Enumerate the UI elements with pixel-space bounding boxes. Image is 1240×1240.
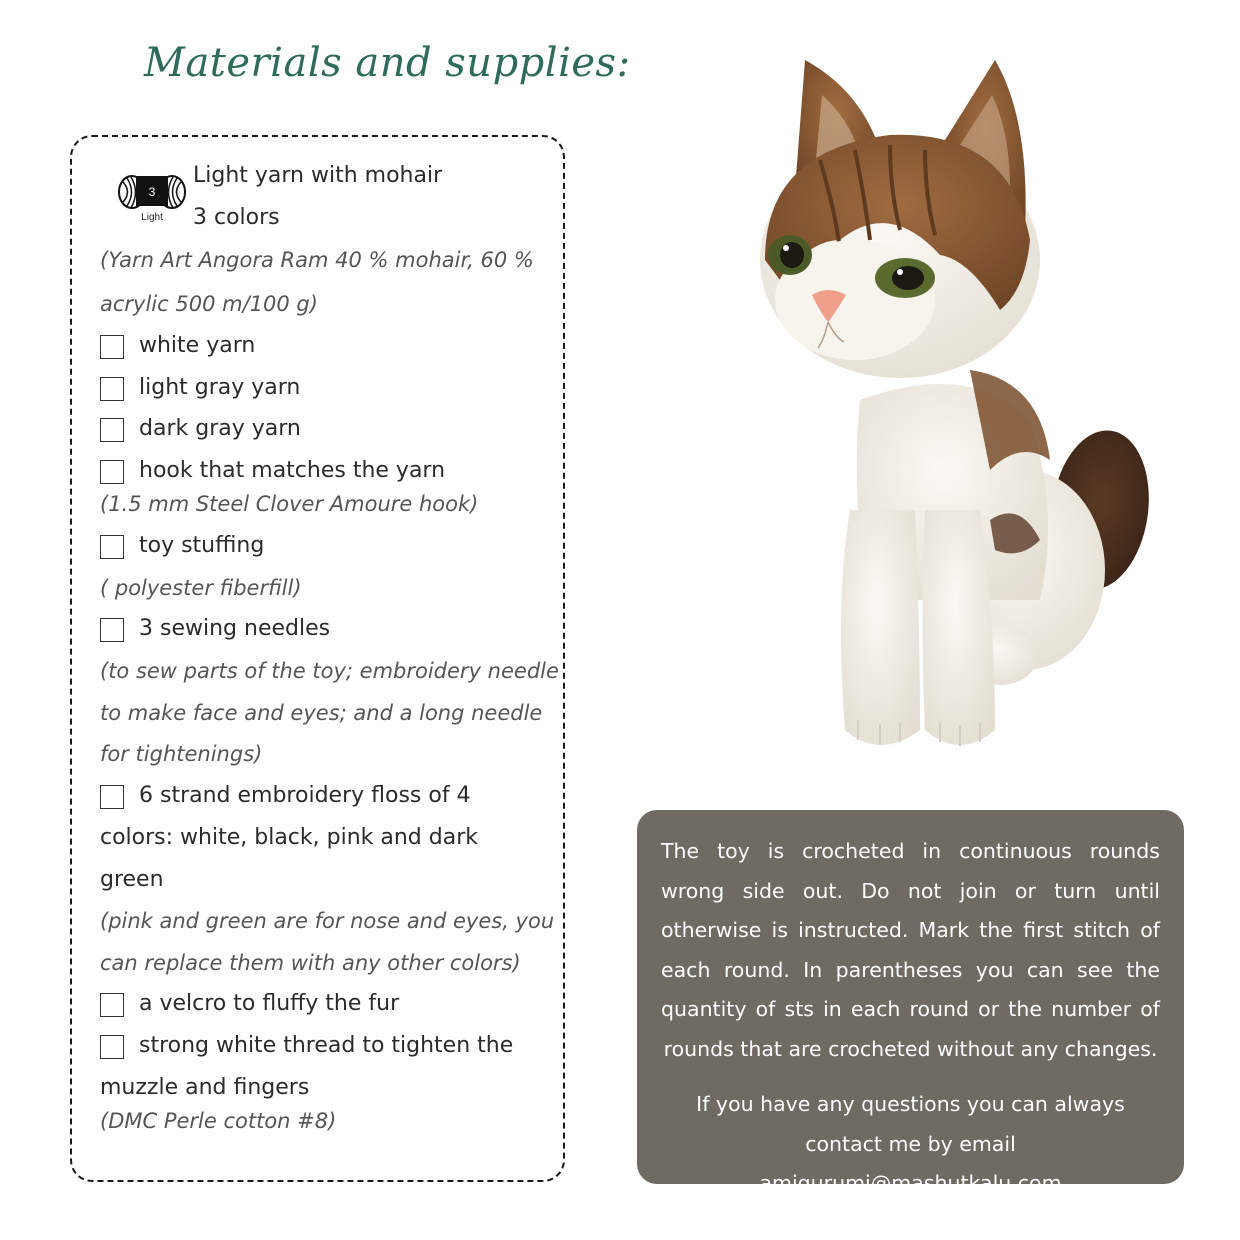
thread-checkbox[interactable] xyxy=(100,1035,124,1059)
yarn-skein-icon xyxy=(118,170,186,226)
white-yarn-checkbox[interactable] xyxy=(100,335,124,359)
floss-note-line-2: can replace them with any other colors) xyxy=(100,951,521,975)
floss-label-line-3: green xyxy=(100,867,164,892)
yarn-weight-number: 3 xyxy=(148,185,156,199)
floss-label-line-2: colors: white, black, pink and dark xyxy=(100,825,478,850)
page-title: Materials and supplies: xyxy=(144,40,631,86)
thread-label-line-2: muzzle and fingers xyxy=(100,1075,310,1100)
yarn-note-line-2: acrylic 500 m/100 g) xyxy=(100,292,318,316)
needles-note-line-3: for tightenings) xyxy=(100,742,263,766)
dark-gray-yarn-label: dark gray yarn xyxy=(139,416,301,441)
yarn-type: Light yarn with mohair xyxy=(193,163,443,188)
white-yarn-label: white yarn xyxy=(139,333,256,358)
needles-note-line-2: to make face and eyes; and a long needle xyxy=(100,701,543,725)
stuffing-label: toy stuffing xyxy=(139,533,265,558)
velcro-checkbox[interactable] xyxy=(100,993,124,1017)
yarn-weight-label: Light xyxy=(141,212,163,223)
yarn-note-line-1: (Yarn Art Angora Ram 40 % mohair, 60 % xyxy=(100,248,534,272)
floss-checkbox[interactable] xyxy=(100,785,124,809)
contact-paragraph: If you have any questions you can always contact me by email amigurumi@mashutkalu.com xyxy=(696,1092,1125,1195)
crochet-cat-photo xyxy=(740,40,1180,780)
info-box xyxy=(637,810,1184,1195)
light-gray-yarn-checkbox[interactable] xyxy=(100,377,124,401)
stuffing-checkbox[interactable] xyxy=(100,535,124,559)
floss-label-line-1: 6 strand embroidery floss of 4 xyxy=(139,783,471,808)
hook-checkbox[interactable] xyxy=(100,460,124,484)
floss-note-line-1: (pink and green are for nose and eyes, you xyxy=(100,909,555,933)
velcro-label: a velcro to fluffy the fur xyxy=(139,991,400,1016)
light-gray-yarn-label: light gray yarn xyxy=(139,375,301,400)
dark-gray-yarn-checkbox[interactable] xyxy=(100,418,124,442)
hook-note: (1.5 mm Steel Clover Amoure hook) xyxy=(100,492,479,516)
needles-note-line-1: (to sew parts of the toy; embroidery needle xyxy=(100,659,559,683)
hook-label: hook that matches the yarn xyxy=(139,458,446,483)
needles-label: 3 sewing needles xyxy=(139,616,331,641)
needles-checkbox[interactable] xyxy=(100,618,124,642)
thread-note: (DMC Perle cotton #8) xyxy=(100,1109,337,1133)
instructions-paragraph: The toy is crocheted in continuous rounds wrong side out. Do not join or turn until otherwise is instructed. Mark the first stitch of each round. In parentheses you can see the quantity of sts in each round or the number of rounds that are crocheted without any changes. xyxy=(661,839,1160,1061)
thread-label-line-1: strong white thread to tighten the xyxy=(139,1033,514,1058)
yarn-colors-count: 3 colors xyxy=(193,205,280,230)
stuffing-note: ( polyester fiberfill) xyxy=(100,576,302,600)
